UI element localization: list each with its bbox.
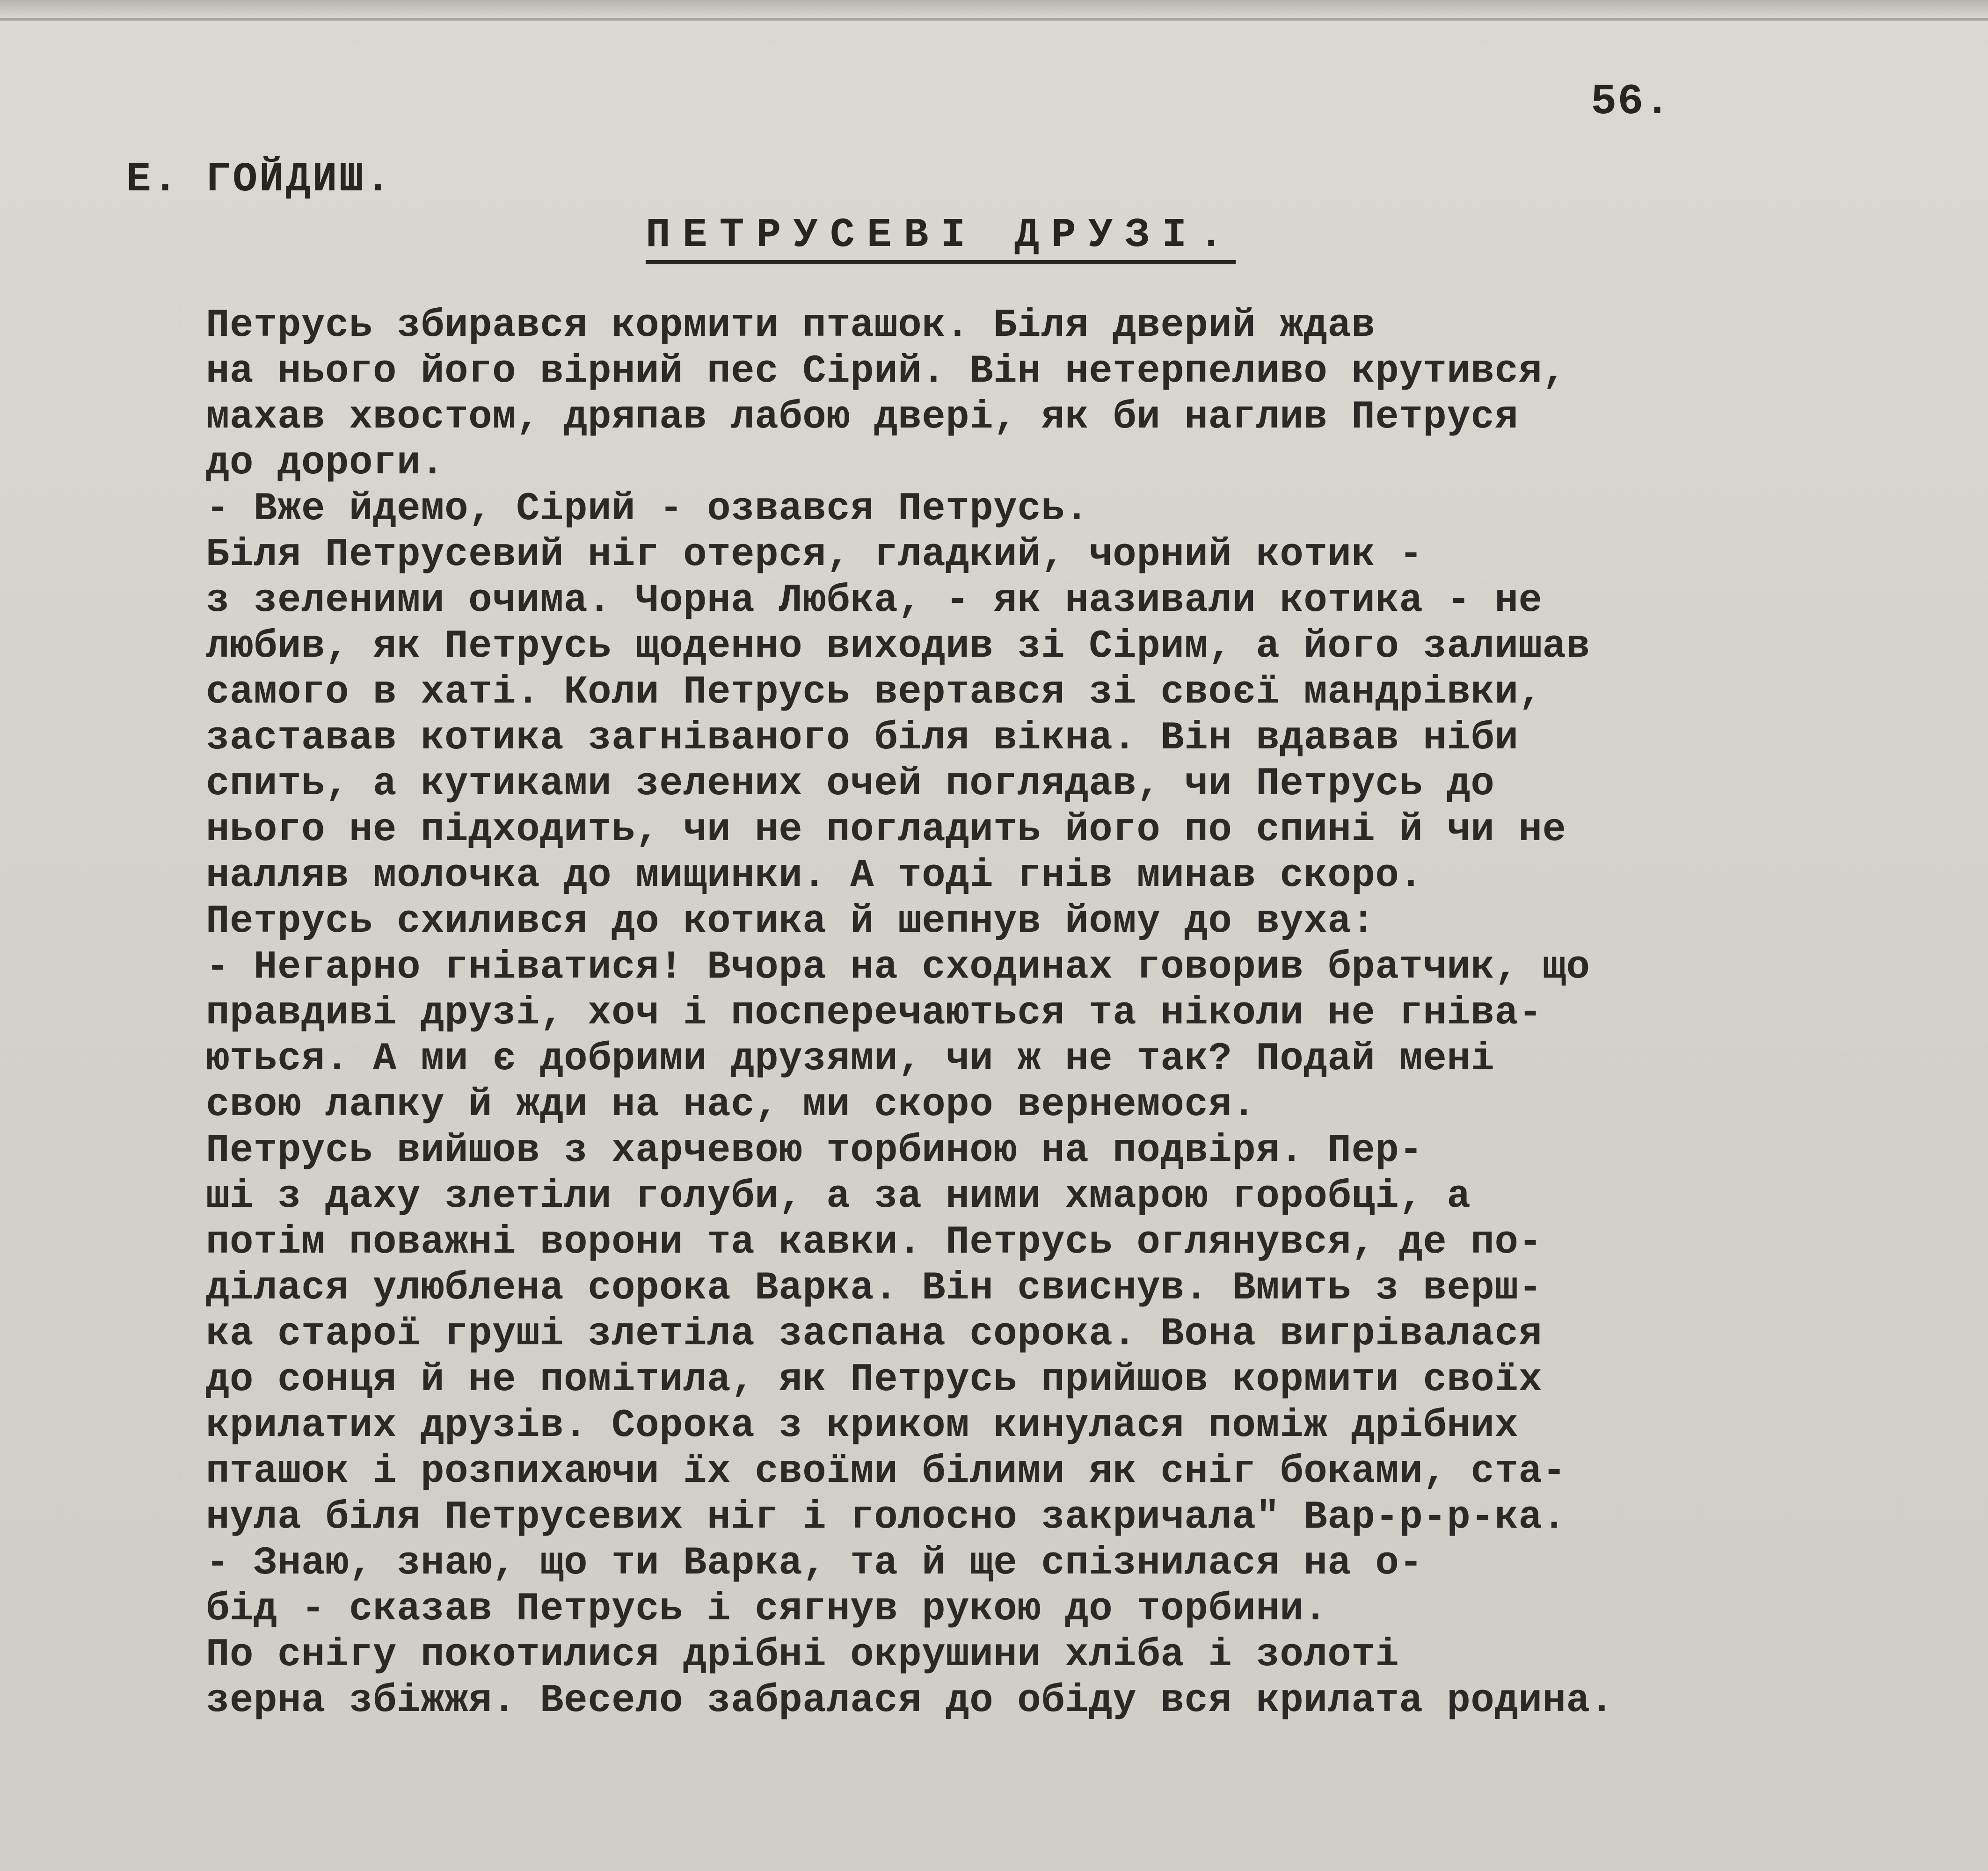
text-line: - Вже йдемо, Сірий - озвався Петрусь. [206, 487, 1089, 531]
page-top-edge [0, 0, 1988, 19]
text-line: ділася улюблена сорока Варка. Він свиснув. Вмить з верш- [206, 1266, 1543, 1311]
text-line: зерна збіжжя. Весело забралася до обіду вся крилата родина. [206, 1679, 1614, 1723]
text-line: бід - сказав Петрусь і сягнув рукою до торбини. [206, 1587, 1328, 1632]
text-line: Петрусь вийшов з харчевою торбиною на подвіря. Пер- [206, 1129, 1423, 1173]
text-line: крилатих друзів. Сорока з криком кинулася поміж дрібних [206, 1404, 1519, 1448]
text-line: Петрусь збирався кормити пташок. Біля дверий ждав [206, 304, 1376, 348]
text-line: нього не підходить, чи не погладить його по спині й чи не [206, 808, 1566, 852]
page-number: 56. [1591, 77, 1671, 126]
text-line: ші з даху злетіли голуби, а за ними хмарою горобці, а [206, 1175, 1471, 1219]
text-line: правдиві друзі, хоч і посперечаються та ніколи не гніва- [206, 991, 1543, 1036]
text-line: любив, як Петрусь щоденно виходив зі Сірим, а його залишав [206, 624, 1590, 669]
text-line: ка старої груші злетіла заспана сорока. Вона вигрівалася [206, 1312, 1543, 1356]
text-line: на нього його вірний пес Сірий. Він нетерпеливо крутився, [206, 349, 1566, 394]
text-line: Петрусь схилився до котика й шепнув йому до вуха: [206, 899, 1376, 944]
text-line: заставав котика загніваного біля вікна. Він вдавав ніби [206, 716, 1519, 761]
text-line: - Знаю, знаю, що ти Варка, та й ще спізнилася на о- [206, 1541, 1423, 1586]
story-title: ПЕТРУСЕВІ ДРУЗІ. [646, 214, 1236, 264]
text-line: пташок і розпихаючи їх своїми білими як сніг боками, ста- [206, 1450, 1566, 1494]
text-line: - Негарно гніватися! Вчора на сходинах говорив братчик, що [206, 945, 1590, 990]
text-line: По снігу покотилися дрібні окрушини хліба і золоті [206, 1633, 1399, 1677]
text-line: махав хвостом, дряпав лабою двері, як би наглив Петруся [206, 395, 1519, 440]
text-line: нула біля Петрусевих ніг і голосно закричала" Вар-р-р-ка. [206, 1495, 1566, 1540]
text-line: спить, а кутиками зелених очей поглядав, чи Петрусь до [206, 762, 1495, 806]
text-line: до сонця й не помітила, як Петрусь прийшов кормити своїх [206, 1358, 1543, 1402]
text-line: ються. А ми є добрими друзями, чи ж не так? Подай мені [206, 1037, 1495, 1081]
text-line: Біля Петрусевий ніг отерся, гладкий, чорний котик - [206, 533, 1423, 577]
author-name: Е. ГОЙДИШ. [126, 157, 393, 203]
text-line: свою лапку й жди на нас, ми скоро вернемося. [206, 1083, 1256, 1127]
page-top-rule [0, 18, 1988, 21]
text-line: налляв молочка до мищинки. А тоді гнів минав скоро. [206, 854, 1423, 898]
text-line: потім поважні ворони та кавки. Петрусь оглянувся, де по- [206, 1220, 1543, 1265]
text-line: самого в хаті. Коли Петрусь вертався зі своєї мандрівки, [206, 670, 1543, 715]
text-line: до дороги. [206, 441, 445, 486]
text-line: з зеленими очима. Чорна Любка, - як називали котика - не [206, 579, 1543, 623]
